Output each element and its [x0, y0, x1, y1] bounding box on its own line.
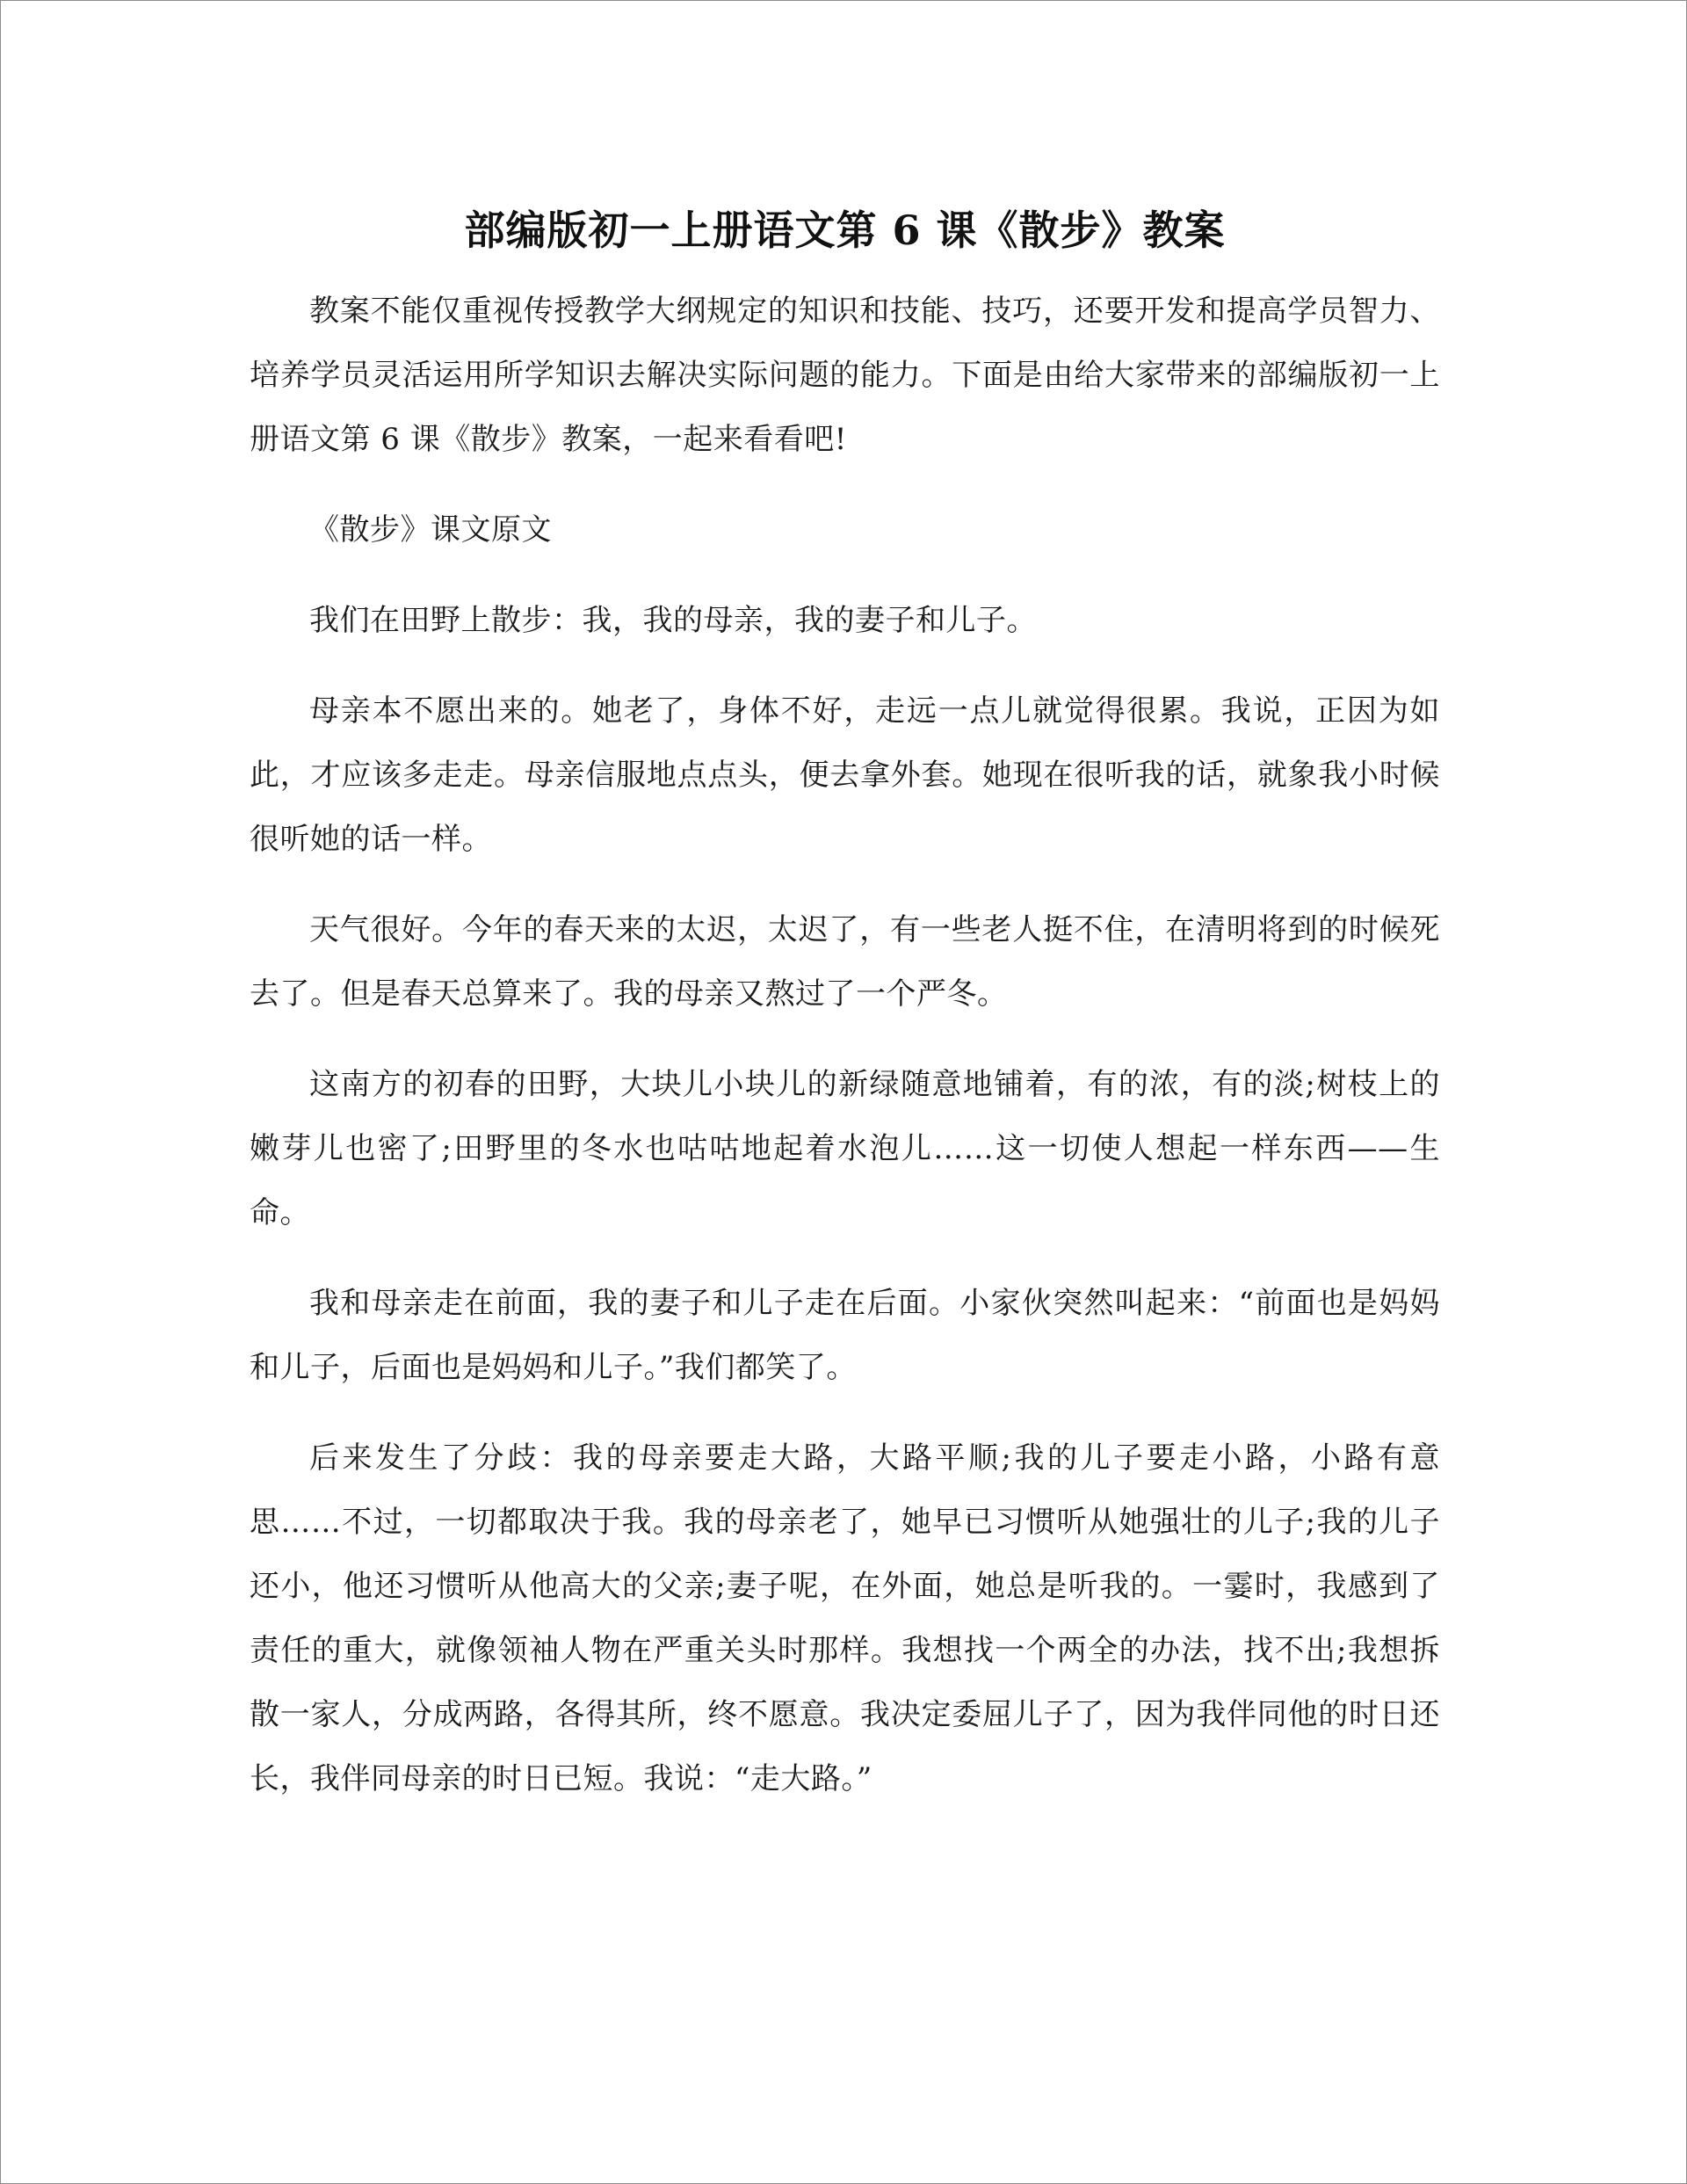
document-body	[250, 199, 1440, 1838]
text-paragraph: 我和母亲走在前面，我的妻子和儿子走在后面。小家伙突然叫起来：“前面也是妈妈和儿子，后面也是妈妈和儿子。”我们都笑了。	[250, 1286, 1440, 1385]
intro-paragraph: 教案不能仅重视传授教学大纲规定的知识和技能、技巧，还要开发和提高学员智力、培养学员灵活运用所学知识去解决实际问题的能力。下面是由给大家带来的部编版初一上册语文第 6 课《散步》教案，一起来看看吧!	[250, 294, 1440, 457]
text-paragraph: 我们在田野上散步：我，我的母亲，我的妻子和儿子。	[309, 603, 1037, 638]
document-title: 部编版初一上册语文第 6 课《散步》教案	[464, 207, 1226, 254]
text-paragraph: 后来发生了分歧：我的母亲要走大路，大路平顺;我的儿子要走小路，小路有意思……不过，一切都取决于我。我的母亲老了，她早已习惯听从她强壮的儿子;我的儿子还小，他还习惯听从他高大的父亲;妻子呢，在外面，她总是听我的。一霎时，我感到了责任的重大，就像领袖人物在严重关头时那样。我想找一个两全的办法，找不出;我想拆散一家人，分成两路，各得其所，终不愿意。我决定委屈儿子了，因为我伴同他的时日还长，我伴同母亲的时日已短。我说：“走大路。”	[250, 1440, 1440, 1796]
text-paragraph: 母亲本不愿出来的。她老了，身体不好，走远一点儿就觉得很累。我说，正因为如此，才应该多走走。母亲信服地点点头，便去拿外套。她现在很听我的话，就象我小时候很听她的话一样。	[250, 693, 1440, 857]
text-paragraph: 天气很好。今年的春天来的太迟，太迟了，有一些老人挺不住，在清明将到的时候死去了。但是春天总算来了。我的母亲又熬过了一个严冬。	[250, 912, 1440, 1012]
section-heading-original-text: 《散步》课文原文	[309, 512, 552, 548]
text-paragraph: 这南方的初春的田野，大块儿小块儿的新绿随意地铺着，有的浓，有的淡;树枝上的嫩芽儿也密了;田野里的冬水也咕咕地起着水泡儿……这一切使人想起一样东西——生命。	[250, 1067, 1440, 1230]
